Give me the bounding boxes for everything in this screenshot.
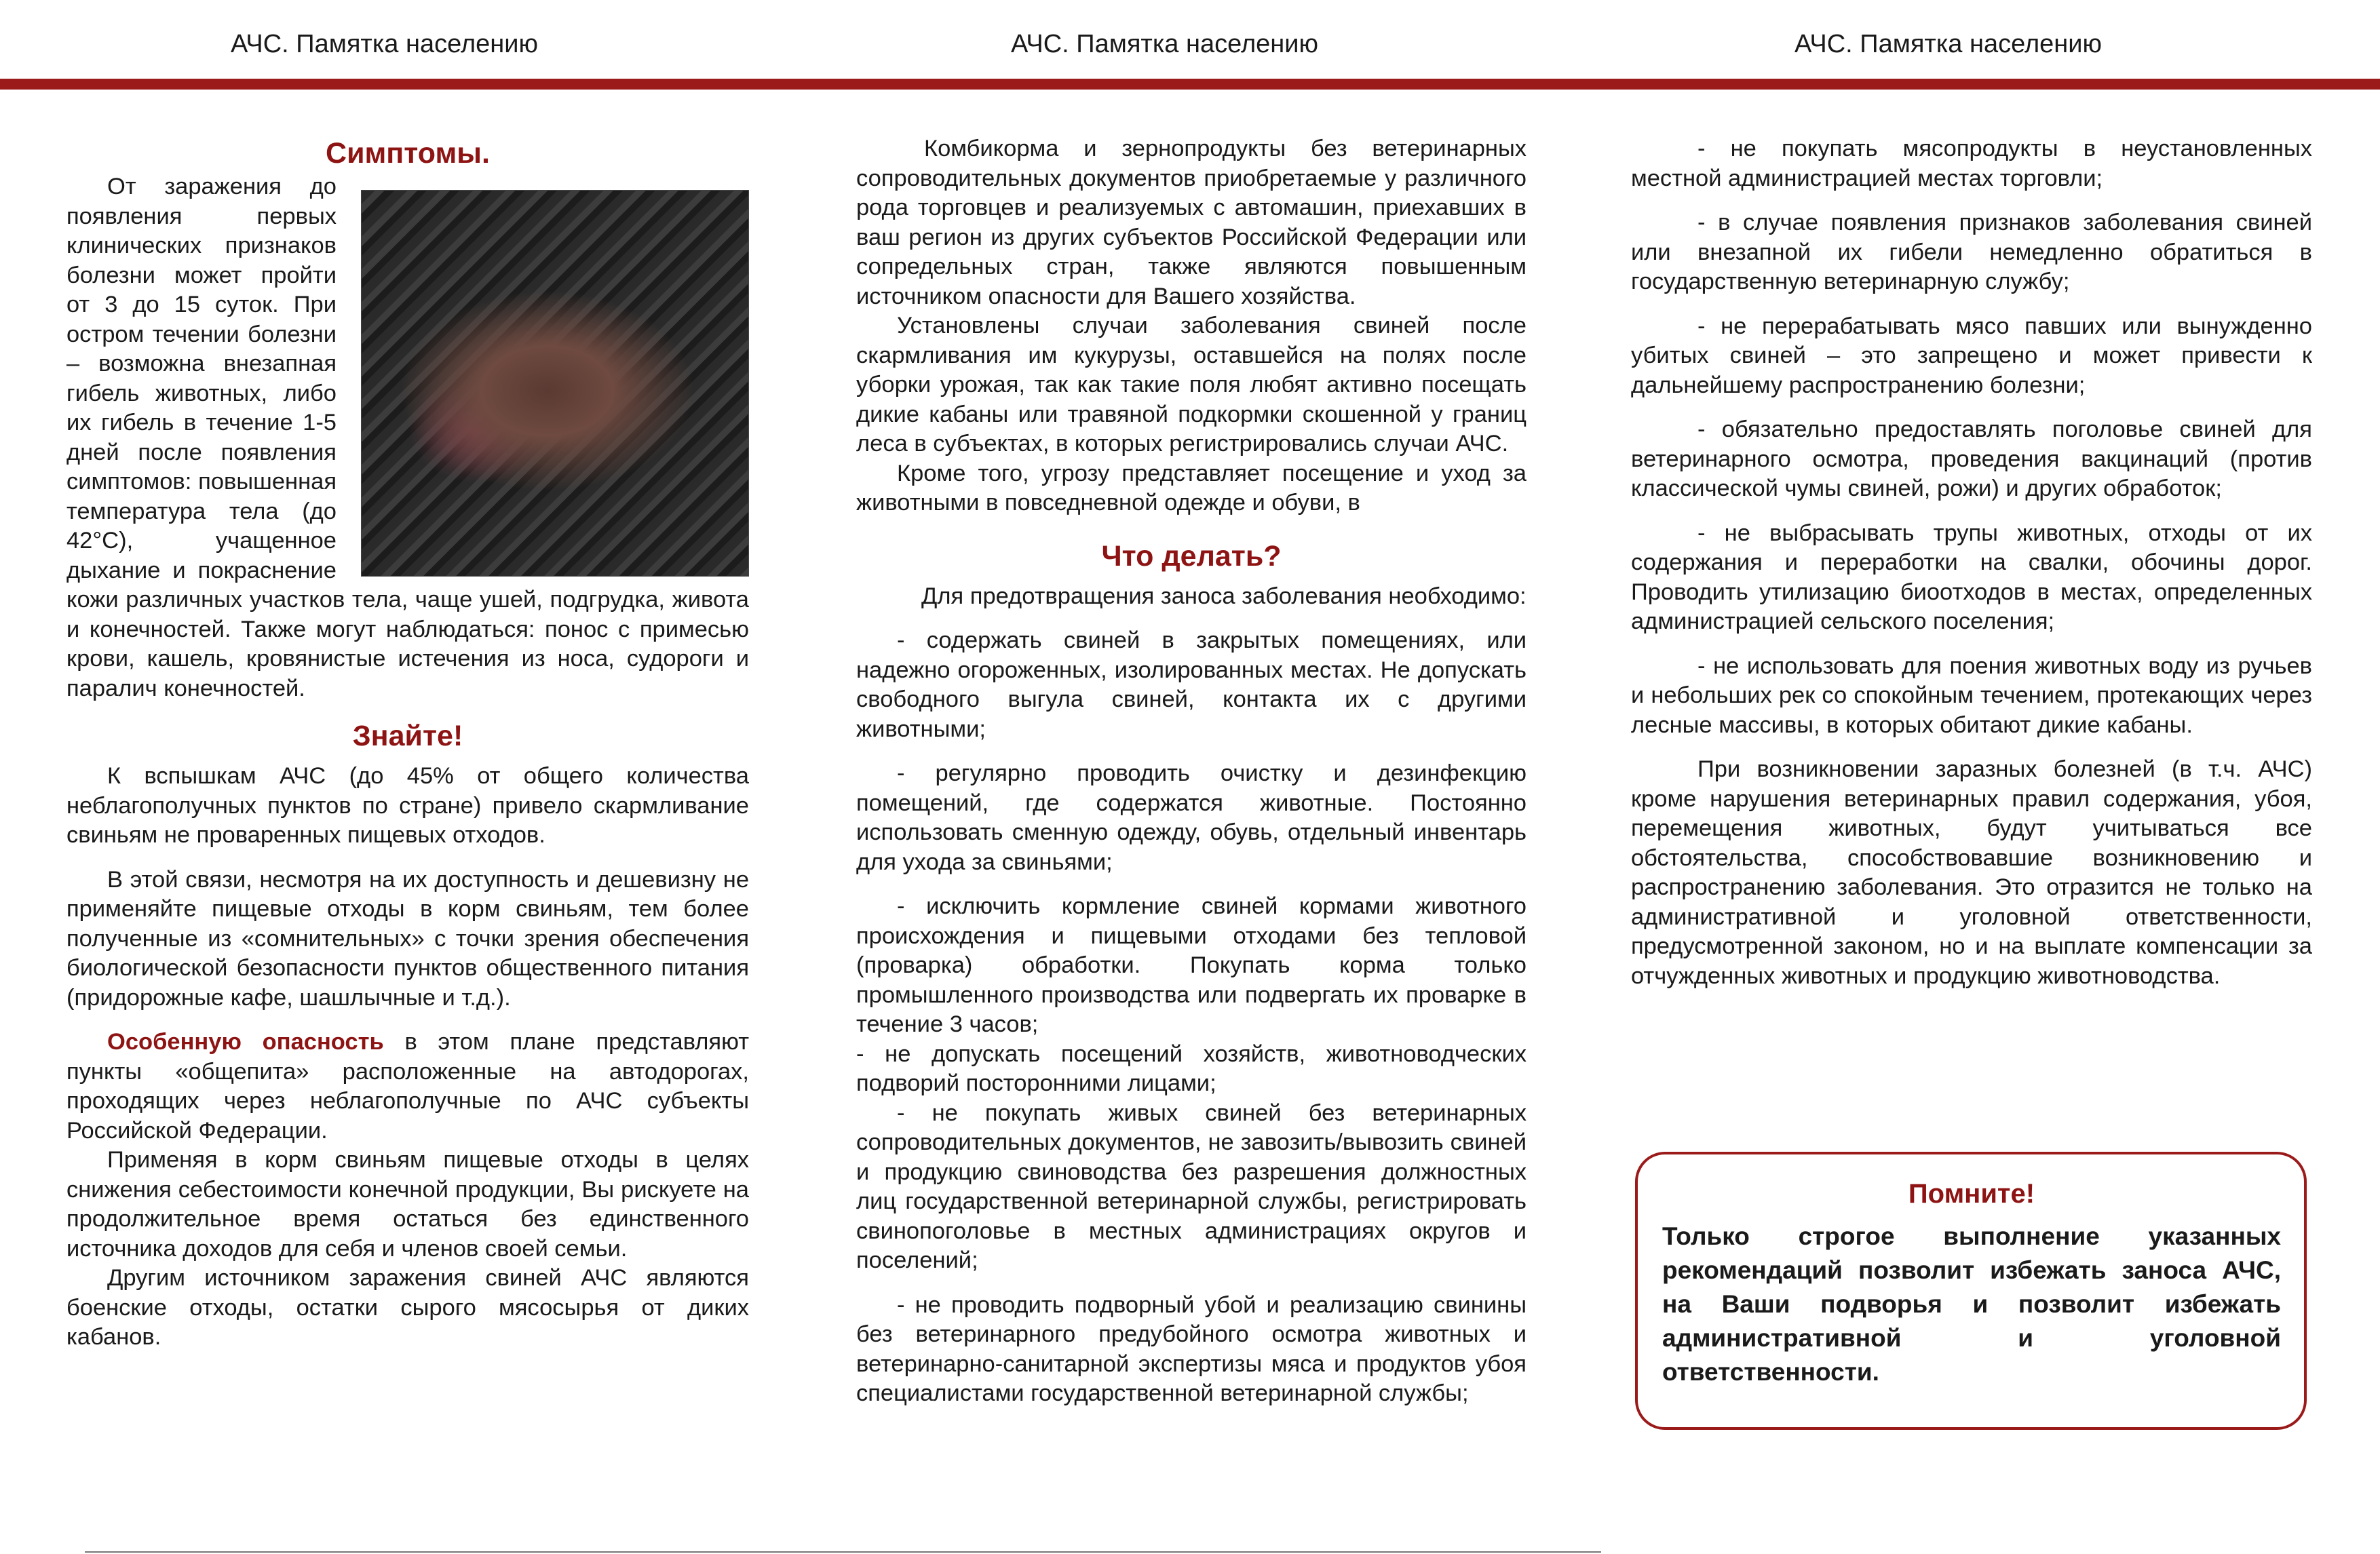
header-rule xyxy=(0,79,2380,90)
know-paragraph-1: К вспышкам АЧС (до 45% от общего количества неблагополучных пунктов по стране) привело скармливание свиньям не проваренных пищевых отходов. xyxy=(66,763,749,848)
todo-intro: Для предотвращения заноса заболевания необходимо: xyxy=(921,583,1527,609)
header-center: АЧС. Памятка населению xyxy=(1011,30,1318,58)
rule-item-3: - не перерабатывать мясо павших или вынужденно убитых свиней – это запрещено и может привести к дальнейшему распространению болезни; xyxy=(1631,313,2312,398)
symptoms-heading: Симптомы. xyxy=(326,137,490,170)
todo-item-3: - исключить кормление свиней кормами животного происхождения и пищевыми отходами без тепловой (проварка) обработки. Покупать корма только промышленного производства или подвергать их проварке в течение 3 часов; xyxy=(856,893,1527,1037)
remember-title: Помните! xyxy=(1908,1179,2035,1209)
know-paragraph-3 xyxy=(66,1028,749,1146)
header-left: АЧС. Памятка населению xyxy=(231,30,538,58)
remember-box xyxy=(1635,1152,2307,1430)
rule-item-4: - обязательно предоставлять поголовье свиней для ветеринарного осмотра, проведения вакцинаций (против классической чумы свиней, рожи) и других обработок; xyxy=(1631,416,2312,501)
bottom-rule xyxy=(85,1551,1601,1553)
todo-item-1: - содержать свиней в закрытых помещениях, или надежно огороженных, изолированных местах. Не допускать свободного выгула свиней, контакта их с другими животными; xyxy=(856,627,1527,742)
todo-item-5: - не покупать живых свиней без ветеринарных сопроводительных документов, не завозить/вывозить свиней и продукцию свиноводства без разрешения должностных лиц государственной ветеринарной службы, регистрировать свинопоголовье в местных администрациях округов и поселений; xyxy=(856,1100,1527,1273)
todo-item-4: - не допускать посещений хозяйств, животноводческих подворий посторонними лицами; xyxy=(856,1041,1527,1096)
corn-paragraph: Установлены случаи заболевания свиней после скармливания им кукурузы, оставшейся на полях после уборки урожая, так как такие поля любят активно посещать дикие кабаны или травяной подкормки скошенной у границ леса в субъектах, в которых регистрировались случаи АЧС. xyxy=(856,313,1527,457)
header-right: АЧС. Памятка населению xyxy=(1794,30,2102,58)
know-paragraph-4: Применяя в корм свиньям пищевые отходы в целях снижения себестоимости конечной продукции, Вы рискуете на продолжительное время остаться без единственного источника доходов для себя и членов своей семьи. xyxy=(66,1147,749,1262)
rule-item-2: - в случае появления признаков заболевания свиней или внезапной их гибели немедленно обратиться в государственную ветеринарную службу; xyxy=(1631,210,2312,294)
liability-paragraph: При возникновении заразных болезней (в т.ч. АЧС) кроме нарушения ветеринарных правил содержания, убоя, перемещения животных, будут учитываться все обстоятельства, способствовавшие возникновению и распространению заболевания. Это отразится не только на административной и уголовной ответственности, предусмотренной законом, но и на выплате компенсации за отчужденных животных и продукцию животноводства. xyxy=(1631,756,2312,989)
todo-item-2: - регулярно проводить очистку и дезинфекцию помещений, где содержатся животные. Постоянно использовать сменную одежду, обувь, отдельный инвентарь для ухода за свиньями; xyxy=(856,760,1527,875)
clothing-paragraph: Кроме того, угрозу представляет посещение и уход за животными в повседневной одежде и обуви, в xyxy=(856,460,1527,516)
column-1 xyxy=(66,134,749,1353)
column-2 xyxy=(856,134,1527,1409)
boar-photo xyxy=(361,190,749,577)
todo-item-6: - не проводить подворный убой и реализацию свинины без ветеринарного предубойного осмотра животных и ветеринарно-санитарной экспертизы мяса и продуктов убоя специалистами государственной ветеринарной службы; xyxy=(856,1291,1527,1406)
remember-text: Только строгое выполнение указанных рекомендаций позволит избежать заноса АЧС, на Ваши подворья и позволит избежать административной и уголовной ответственности. xyxy=(1662,1222,2281,1386)
column-3 xyxy=(1631,134,2312,991)
symptoms-text: От заражения до появления первых клинических признаков болезни может пройти от 3 до 15 суток. При остром течении болезни – возможна внезапная гибель животных, либо их гибель в течение 1-5 дней после появления симптомов: повышенная температура тела (до 42°C), учащенное дыхание и покраснение кожи различных участков тела, чаще ушей, подгрудка, живота и конечностей. Также могут наблюдаться: понос с примесью крови, кашель, кровянистые истечения из носа, судороги и паралич конечностей. xyxy=(66,174,749,701)
know-heading: Знайте! xyxy=(352,720,463,752)
danger-highlight: Особенную опасность xyxy=(107,1029,384,1055)
rule-item-6: - не использовать для поения животных воду из ручьев и небольших рек со спокойным течением, протекающих через лесные массивы, в которых обитают дикие кабаны. xyxy=(1631,653,2312,738)
feed-paragraph: Комбикорма и зернопродукты без ветеринарных сопроводительных документов приобретаемые у различного рода торговцев и реализуемых с автомашин, приехавших в ваш регион из других субъектов Российской Федерации или сопредельных стран, также являются повышенным источником опасности для Вашего хозяйства. xyxy=(856,136,1527,309)
rule-item-5: - не выбрасывать трупы животных, отходы от их содержания и переработки на свалки, обочины дорог. Проводить утилизацию биоотходов в местах, определенных администрацией сельского поселения; xyxy=(1631,520,2312,634)
rule-item-1: - не покупать мясопродукты в неустановленных местной администрацией местах торговли; xyxy=(1631,136,2312,191)
know-paragraph-5: Другим источником заражения свиней АЧС являются боенские отходы, остатки сырого мясосырья от диких кабанов. xyxy=(66,1265,749,1350)
todo-heading: Что делать? xyxy=(1101,539,1282,572)
know-paragraph-3-rest: в этом плане представляют пункты «общепита» расположенные на автодорогах, проходящих через неблагополучные по АЧС субъекты Российской Федерации. xyxy=(66,1029,750,1144)
know-paragraph-2: В этой связи, несмотря на их доступность и дешевизну не применяйте пищевые отходы в корм свиньям, тем более полученные из «сомнительных» с точки зрения обеспечения биологической безопасности пунктов общественного питания (придорожные кафе, шашлычные и т.д.). xyxy=(66,866,749,1011)
